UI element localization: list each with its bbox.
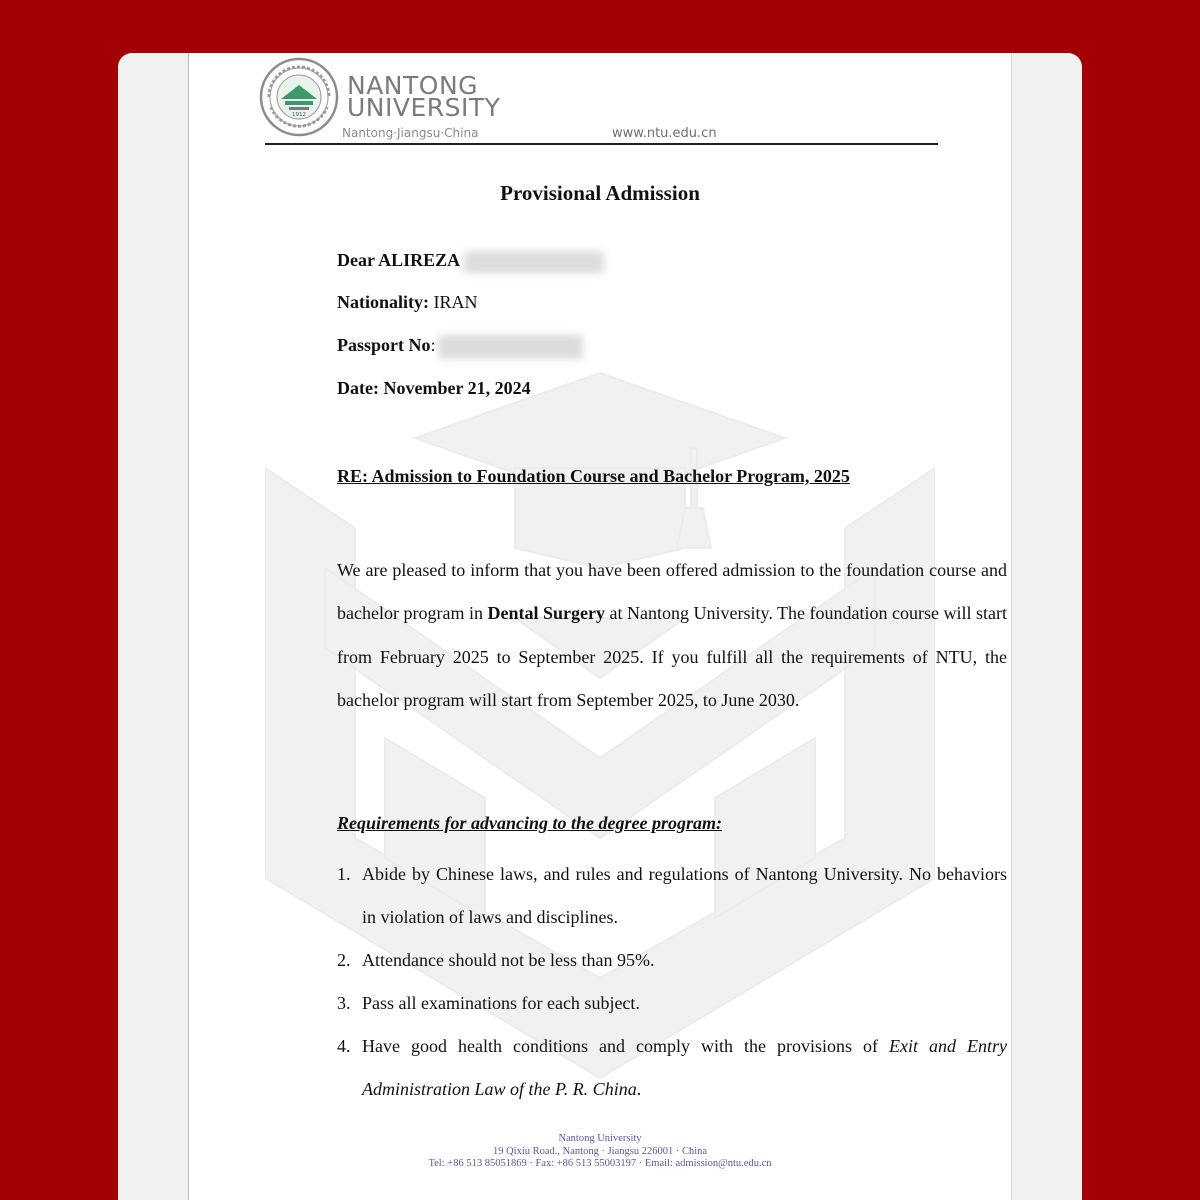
list-item xyxy=(337,853,1007,939)
list-item-text-end: . xyxy=(636,1079,642,1099)
list-item-text: Attendance should not be less than 95%. xyxy=(362,950,655,970)
paragraph-text-start: We are pleased to inform that you have been offered admission to the foundation course and bachelor program in xyxy=(337,560,1007,624)
list-item-text-start: Have good health conditions and comply with the provisions of xyxy=(362,1036,889,1056)
list-item xyxy=(337,939,1007,982)
passport-colon: : xyxy=(430,335,436,356)
salutation-text: Dear ALIREZA xyxy=(337,250,461,270)
admission-paragraph xyxy=(337,549,1007,722)
document-frame xyxy=(118,53,1082,1200)
university-name-line2: UNIVERSITY xyxy=(347,93,501,122)
passport-line xyxy=(337,335,583,359)
university-seal-icon xyxy=(259,57,339,137)
nationality-line xyxy=(337,292,478,313)
list-item-number: 2. xyxy=(337,950,351,970)
list-item-text: Abide by Chinese laws, and rules and regulations of Nantong University. No behaviors in violation of laws and disciplines. xyxy=(362,864,1007,927)
letter-footer xyxy=(189,1133,1011,1171)
redacted-passport-number xyxy=(438,335,583,359)
requirements-heading: Requirements for advancing to the degree program: xyxy=(337,813,722,833)
footer-contact: Tel: +86 513 85051869 · Fax: +86 513 55003197 · Email: admission@ntu.edu.cn xyxy=(428,1158,772,1169)
list-item-number: 1. xyxy=(337,864,351,884)
header-divider xyxy=(265,143,938,145)
footer-institution: Nantong University xyxy=(558,1133,642,1144)
law-title: Exit and Entry Administration Law of the P. R. China xyxy=(362,1036,1007,1099)
university-website: www.ntu.edu.cn xyxy=(612,126,717,141)
letter-page xyxy=(188,53,1012,1200)
letter-title: Provisional Admission xyxy=(500,181,700,205)
footer-address: 19 Qixiu Road., Nantong · Jiangsu 226001 · China xyxy=(492,1145,708,1157)
university-location: Nantong·Jiangsu·China xyxy=(342,126,479,140)
letterhead xyxy=(265,53,938,146)
passport-label: Passport No xyxy=(337,335,431,356)
nationality-label: Nationality: xyxy=(337,292,429,312)
list-item xyxy=(337,1025,1007,1111)
university-name-line1: NANTONG xyxy=(347,71,479,100)
salutation xyxy=(337,250,604,273)
list-item-number: 4. xyxy=(337,1036,351,1056)
requirements-list xyxy=(337,853,1007,1111)
list-item-text: Pass all examinations for each subject. xyxy=(362,993,640,1013)
paragraph-text-end: at Nantong University. The foundation course will start from February 2025 to September 2025. If you fulfill all the requirements of NTU, the bachelor program will start from September 2025, to June 2030. xyxy=(337,603,1007,710)
seal-year: 1912 xyxy=(292,112,306,118)
letter-date: Date: November 21, 2024 xyxy=(337,378,531,398)
list-item-number: 3. xyxy=(337,993,351,1013)
list-item xyxy=(337,982,1007,1025)
program-name: Dental Surgery xyxy=(487,603,605,624)
nationality-value: IRAN xyxy=(429,292,478,312)
date-line xyxy=(337,378,531,399)
redacted-surname xyxy=(464,251,604,273)
subject-line: RE: Admission to Foundation Course and Bachelor Program, 2025 xyxy=(337,466,850,486)
university-name xyxy=(347,71,501,122)
